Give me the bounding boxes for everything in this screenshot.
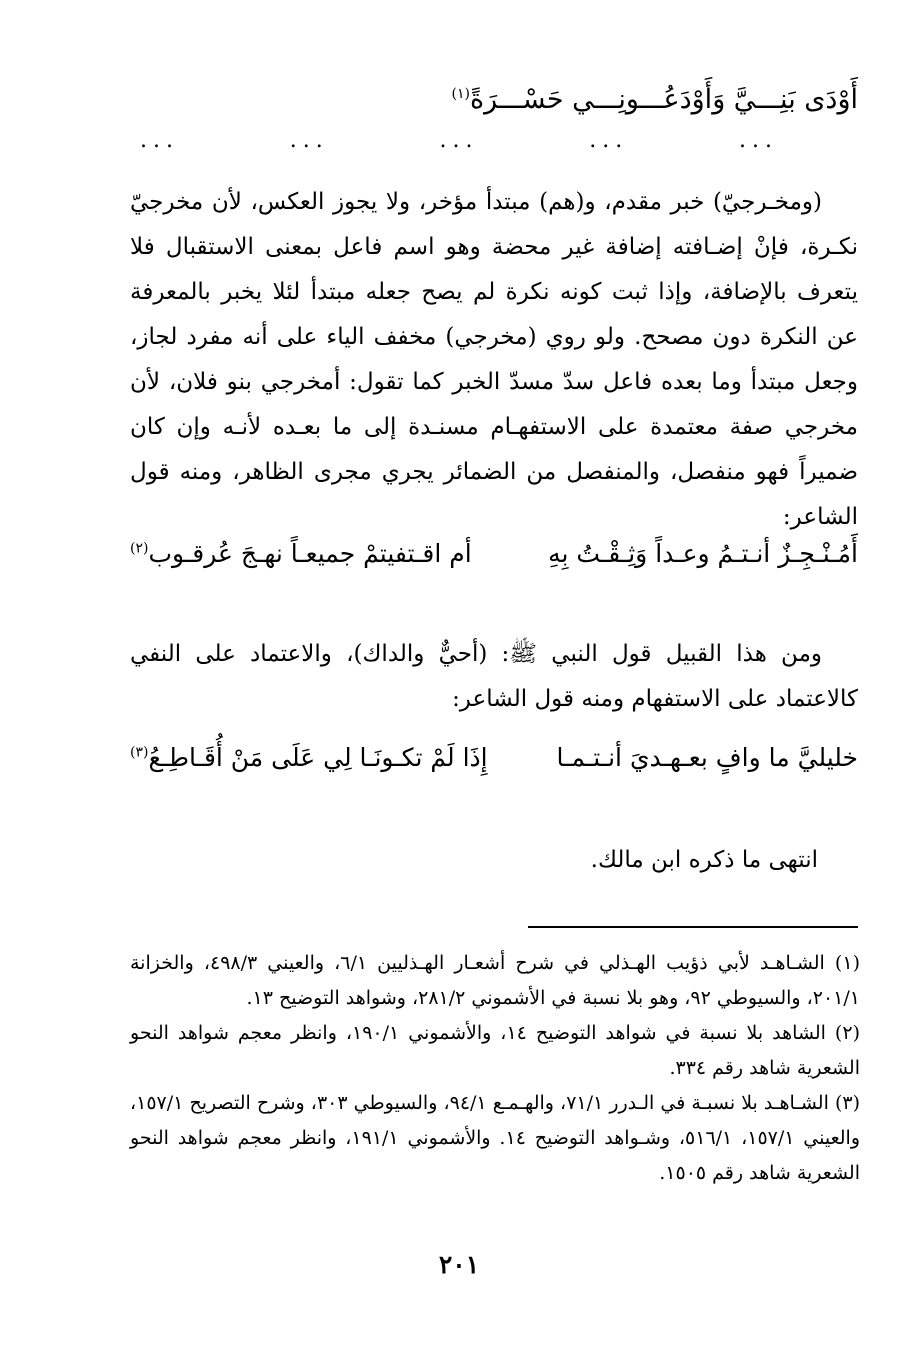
verse-line-1 bbox=[130, 534, 858, 574]
verse-line-top bbox=[451, 80, 858, 120]
footnote-marker: (٣) bbox=[130, 744, 149, 761]
paragraph-commentary bbox=[130, 180, 858, 540]
footnote-divider bbox=[528, 926, 858, 928]
ellipsis: ... bbox=[289, 128, 329, 153]
footnotes bbox=[130, 946, 860, 1191]
footnote-2: (٢) الشاهد بلا نسبة في شواهد التوضيح ١٤، والأشموني ١٩٠/١، وانظر معجم شواهد النحو الشعرية شاهد رقم ٣٣٤. bbox=[130, 1022, 860, 1079]
ellipsis: ... bbox=[739, 128, 778, 153]
footnote-1: (١) الشـاهـد لأبي ذؤيب الهـذلي في شرح أشعـار الهـذليين ٦/١، والعيني ٤٩٨/٣، والخزانة ٢٠١/١، والسيوطي ٩٢، وهو بلا نسبة في الأشموني ٢٨١/٢، وشواهد التوضيح ١٣. bbox=[130, 952, 860, 1009]
ellipsis: ... bbox=[140, 128, 179, 153]
footnote-marker: (١) bbox=[451, 86, 470, 102]
verse-first-hemistich: خليليَّ ما وافٍ بعـهـديَ أنـتـمـا bbox=[556, 743, 858, 772]
footnote-3: (٣) الشـاهـد بلا نسبـة في الـدرر ٧١/١، والهـمـع ٩٤/١، والسيوطي ٣٠٣، وشرح التصريح ١٥٧/١، والعيني ١٥٧/١، ٥١٦/١، وشـواهد التوضيح ١٤. والأشموني ١٩١/١، وانظر معجم شواهد النحو الشعرية شاهد رقم ١٥٠٥. bbox=[130, 1092, 861, 1184]
ellipsis: ... bbox=[589, 128, 629, 153]
verse-line-2 bbox=[130, 738, 858, 778]
ellipsis: ... bbox=[439, 128, 479, 153]
page-number: ٢٠١ bbox=[438, 1250, 480, 1279]
footnote-marker: (٢) bbox=[130, 540, 149, 557]
verse-first-hemistich: أَمُـنْـجِـزٌ أنـتـمُ وعـداً وَثِـقْـتُ بِهِ bbox=[548, 539, 858, 568]
paragraph-text: (ومخـرجيّ) خبر مقدم، و(هم) مبتدأ مؤخر، ولا يجوز العكس، لأن مخرجيّ نكـرة، فإنْ إضـافته إضافة غير محضة وهو اسم فاعل بمعنى الاستقبال فلا يتعرف بالإضافة، وإذا ثبت كونه نكرة لم يصح جعله مبتدأ لئلا يخبر بالمعرفة عن النكرة دون مصحح. ولو روي (مخرجي) مخفف الياء على أنه مفرد لجاز، وجعل مبتدأ وما بعده فاعل سدّ مسدّ الخبر كما تقول: أمخرجي بنو فلان، لأن مخرجي صفة معتمدة على الاستفهـام مسنـدة إلى ما بعـده لأنـه وإن كان ضميراً فهو منفصل، والمنفصل من الضمائر يجري مجرى الظاهر، ومنه قول الشاعر: bbox=[130, 189, 858, 530]
verse-second-hemistich: إِذَا لَمْ تكـونَـا لِي عَلَى مَنْ أُقَـاطِـعُ$^{(٣)}$ bbox=[130, 743, 488, 772]
closing-sentence: انتهى ما ذكره ابن مالك. bbox=[590, 847, 818, 873]
paragraph-text: ومن هذا القبيل قول النبي ﷺ: (أحيٌّ والداك)، والاعتماد على النفي كالاعتماد على الاستفهام ومنه قول الشاعر: bbox=[130, 641, 858, 712]
ellipsis-separator bbox=[140, 126, 778, 156]
verse-second-hemistich: أم اقـتفيتمْ جميعـاً نهـجَ عُرقـوب$^{(٢)}$ bbox=[130, 539, 472, 568]
paragraph-commentary-2 bbox=[130, 632, 858, 722]
verse-text: أَوْدَى بَنِـــيَّ وَأَوْدَعُـــونِـــي حَسْـــرَةً bbox=[469, 84, 858, 115]
